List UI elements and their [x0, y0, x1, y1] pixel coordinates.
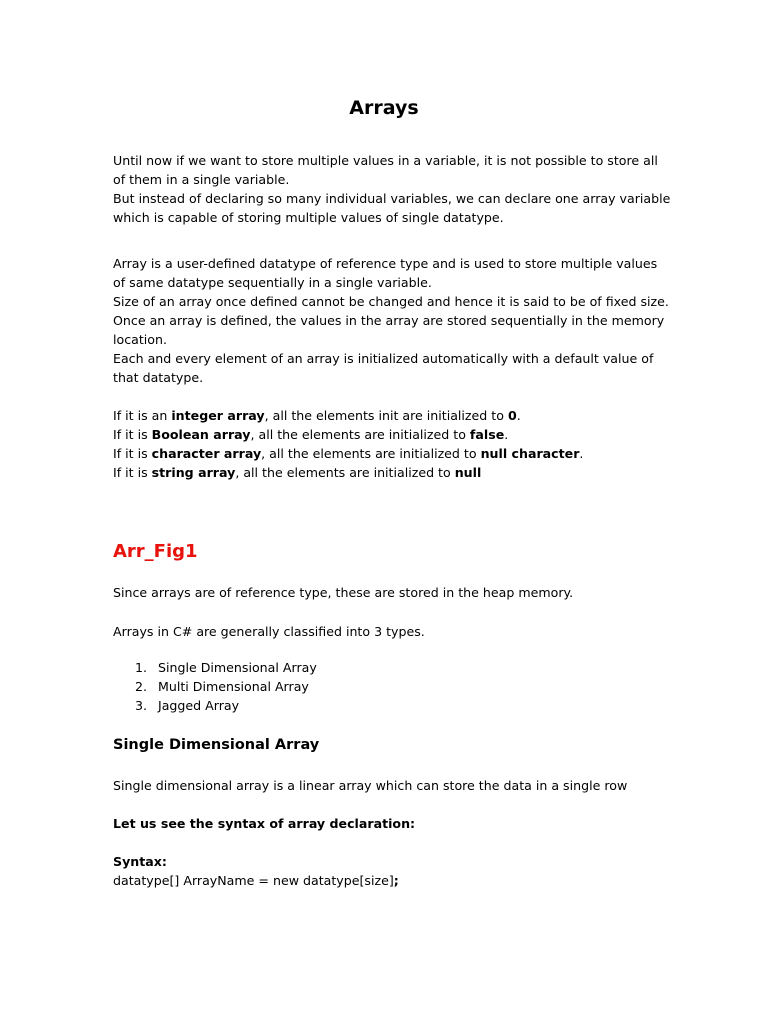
array-types-list: [113, 658, 673, 715]
types-intro: Arrays in C# are generally classified into 3 types.: [113, 624, 425, 639]
intro-line: Until now if we want to store multiple values in a variable, it is not possible to store all of them in a single variable.: [113, 153, 658, 187]
default-value-line: If it is an integer array, all the elements init are initialized to 0.: [113, 408, 521, 423]
definition-line: Once an array is defined, the values in the array are stored sequentially in the memory location.: [113, 313, 665, 347]
list-item: 3. Jagged Array: [135, 698, 240, 713]
definition-line: Size of an array once defined cannot be changed and hence it is said to be of fixed size.: [113, 294, 669, 309]
intro-paragraph: [113, 151, 673, 227]
definition-line: Array is a user-defined datatype of reference type and is used to store multiple values of same datatype sequentially in a single variable.: [113, 256, 658, 290]
section-text: Single dimensional array is a linear array which can store the data in a single row: [113, 778, 628, 793]
syntax-code: datatype[] ArrayName = new datatype[size];: [113, 873, 399, 888]
default-value-line: If it is Boolean array, all the elements are initialized to false.: [113, 427, 509, 442]
page-title: Arrays: [349, 97, 419, 119]
list-item: 2. Multi Dimensional Array: [135, 679, 309, 694]
syntax-label: Syntax:: [113, 854, 167, 869]
syntax-block: [113, 852, 673, 890]
syntax-intro: Let us see the syntax of array declaration:: [113, 816, 416, 831]
definition-paragraph: [113, 254, 673, 387]
default-value-line: If it is string array, all the elements are initialized to null: [113, 465, 482, 480]
definition-line: Each and every element of an array is initialized automatically with a default value of that datatype.: [113, 351, 654, 385]
default-value-line: If it is character array, all the elements are initialized to null character.: [113, 446, 584, 461]
list-item: 1. Single Dimensional Array: [135, 660, 317, 675]
intro-line: But instead of declaring so many individual variables, we can declare one array variable which is capable of storing multiple values of single datatype.: [113, 191, 671, 225]
heap-text: Since arrays are of reference type, these are stored in the heap memory.: [113, 585, 574, 600]
figure-label: Arr_Fig1: [113, 541, 198, 562]
section-heading: Single Dimensional Array: [113, 737, 320, 753]
default-values-list: [113, 406, 673, 482]
